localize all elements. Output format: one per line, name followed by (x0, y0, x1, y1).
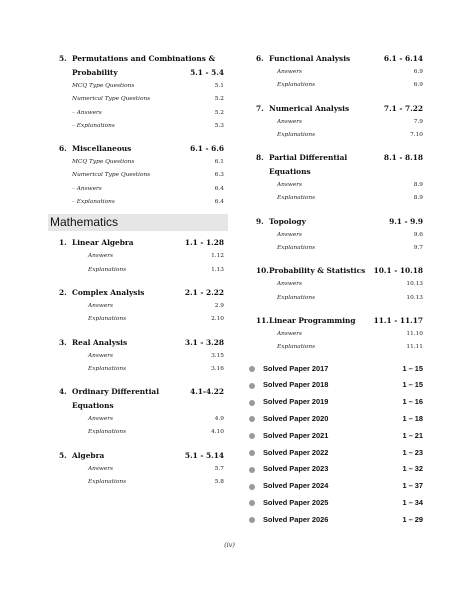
chapter-title: Permutations and Combinations & (72, 54, 216, 63)
toc-subitem (48, 476, 224, 489)
solved-paper-title: Solved Paper 2021 (263, 430, 329, 440)
subitem-label: Answers (277, 231, 303, 238)
subitem-label: Answers (88, 416, 114, 423)
toc-subitem (48, 93, 224, 106)
subitem-page: 5.7 (214, 465, 224, 472)
toc-chapter (245, 102, 423, 116)
toc-subitem (48, 183, 224, 196)
subitem-page: 6.3 (214, 172, 224, 179)
chapter-pages: 8.1 - 8.18 (383, 153, 423, 163)
chapter-number: 8. (256, 153, 264, 163)
chapter-pages: 5.1 - 5.4 (190, 68, 224, 77)
subitem-label: – Answers (72, 109, 102, 116)
toc-subitem (48, 120, 224, 133)
toc-chapter (245, 151, 423, 179)
page-number: (iv) (224, 541, 235, 549)
solved-paper-pages: 1 – 23 (402, 447, 423, 457)
chapter-title: Topology (269, 216, 306, 226)
subitem-label: MCQ Type Questions (72, 83, 135, 89)
subitem-page: 5.1 (214, 83, 224, 89)
solved-paper-pages: 1 – 37 (402, 481, 423, 491)
toc-chapter (48, 385, 224, 413)
subitem-page: 1.12 (211, 253, 224, 260)
chapter-number: 5. (59, 450, 67, 460)
solved-paper-title: Solved Paper 2018 (263, 380, 329, 390)
subitem-page: 5.2 (214, 96, 224, 103)
subitem-label: Explanations (277, 131, 316, 138)
solved-paper-pages: 1 – 34 (402, 497, 423, 507)
subitem-page: 6.4 (214, 185, 224, 192)
chapter-number: 5. (59, 54, 67, 63)
subitem-page: 9.7 (413, 245, 423, 252)
toc-chapter (245, 215, 423, 229)
solved-paper-pages: 1 – 29 (402, 514, 423, 524)
subitem-page: 1.13 (211, 266, 224, 273)
solved-paper-pages: 1 – 15 (402, 363, 423, 373)
subitem-label: Explanations (88, 429, 127, 436)
chapter-title-cont: Probability (72, 68, 118, 77)
subitem-page: 7.10 (410, 131, 423, 138)
toc-subitem (245, 116, 423, 129)
chapter-number: 3. (59, 337, 67, 347)
solved-paper-item (245, 394, 423, 411)
toc-subitem (245, 129, 423, 142)
chapter-title: Probability & Statistics (269, 266, 366, 276)
subitem-label: Explanations (88, 365, 127, 372)
solved-paper-title: Solved Paper 2017 (263, 363, 329, 373)
subitem-label: Answers (277, 69, 303, 75)
subitem-page: 9.6 (413, 231, 423, 238)
subitem-page: 5.3 (214, 122, 224, 129)
subitem-label: Answers (277, 118, 303, 125)
solved-paper-title: Solved Paper 2022 (263, 447, 329, 457)
subitem-label: Answers (88, 302, 114, 309)
bullet-icon (249, 517, 255, 523)
bullet-icon (249, 450, 255, 456)
chapter-title: Numerical Analysis (269, 103, 350, 113)
subitem-label: Explanations (277, 294, 316, 301)
toc-subitem (48, 363, 224, 376)
subitem-label: MCQ Type Questions (72, 159, 135, 166)
subitem-label: Numerical Type Questions (72, 96, 151, 103)
chapter-number: 9. (256, 216, 264, 226)
toc-chapter (245, 264, 423, 278)
bullet-icon (249, 383, 255, 389)
subitem-label: Explanations (88, 316, 127, 323)
subitem-page: 6.1 (214, 159, 224, 166)
subitem-label: – Explanations (72, 122, 115, 129)
solved-paper-title: Solved Paper 2025 (263, 497, 329, 507)
solved-paper-pages: 1 – 32 (402, 464, 423, 474)
subitem-page: 11.10 (406, 330, 423, 337)
subitem-label: – Explanations (72, 199, 115, 206)
chapter-pages: 3.1 - 3.28 (184, 337, 224, 347)
left-column (48, 52, 224, 489)
toc-subitem (48, 300, 224, 313)
subitem-label: Explanations (277, 344, 316, 351)
subitem-page: 11.11 (406, 344, 423, 351)
solved-paper-item (245, 478, 423, 495)
chapter-title: Linear Programming (269, 315, 356, 325)
bullet-icon (249, 400, 255, 406)
chapter-title: Ordinary Differential Equations (72, 387, 160, 411)
toc-subitem (48, 107, 224, 120)
subitem-label: Answers (277, 182, 303, 189)
chapter-pages: 4.1-4.22 (190, 387, 224, 397)
solved-paper-title: Solved Paper 2019 (263, 397, 329, 407)
subitem-label: Answers (88, 253, 114, 260)
subitem-page: 6.4 (214, 199, 224, 206)
chapter-number: 4. (59, 387, 67, 397)
subitem-label: Answers (277, 330, 303, 337)
subitem-page: 5.2 (214, 109, 224, 116)
subitem-label: Answers (88, 352, 114, 359)
toc-subitem (48, 313, 224, 326)
subitem-label: Explanations (88, 266, 127, 273)
subitem-page: 5.8 (214, 479, 224, 486)
toc-subitem (48, 413, 224, 426)
solved-paper-item (245, 361, 423, 378)
toc-subitem (245, 278, 423, 291)
toc-subitem (48, 250, 224, 263)
toc-subitem (245, 341, 423, 354)
subitem-page: 6.9 (413, 69, 423, 75)
subitem-page: 4.9 (214, 416, 224, 423)
subitem-label: Explanations (277, 245, 316, 252)
chapter-title: Algebra (72, 450, 105, 460)
chapter-pages: 11.1 - 11.17 (373, 315, 423, 325)
solved-paper-item (245, 512, 423, 529)
solved-paper-item (245, 411, 423, 428)
solved-paper-pages: 1 – 16 (402, 397, 423, 407)
chapter-number: 11. (256, 315, 269, 325)
solved-paper-title: Solved Paper 2023 (263, 464, 329, 474)
toc-subitem (245, 179, 423, 192)
chapter-title: Complex Analysis (72, 287, 145, 297)
right-column (245, 52, 423, 529)
chapter-number: 6. (59, 144, 67, 154)
toc-subitem (48, 463, 224, 476)
subitem-page: 3.16 (211, 365, 224, 372)
subitem-page: 8.9 (413, 182, 423, 189)
solved-paper-item (245, 377, 423, 394)
subitem-label: – Answers (72, 185, 102, 192)
subitem-label: Answers (277, 281, 303, 288)
subitem-label: Explanations (277, 82, 316, 89)
chapter-pages: 2.1 - 2.22 (184, 287, 224, 297)
toc-chapter (48, 449, 224, 463)
toc-chapter (245, 52, 423, 66)
solved-paper-item (245, 445, 423, 462)
subitem-label: Explanations (88, 479, 127, 486)
toc-subitem (245, 192, 423, 205)
solved-paper-item (245, 495, 423, 512)
toc-subitem (48, 264, 224, 277)
solved-paper-item (245, 461, 423, 478)
toc-subitem (48, 156, 224, 169)
toc-chapter (48, 336, 224, 350)
toc-subitem (245, 292, 423, 305)
toc-subitem (48, 80, 224, 93)
chapter-number: 1. (59, 238, 67, 248)
subitem-page: 7.9 (413, 118, 423, 125)
toc-chapter (48, 142, 224, 156)
bullet-icon (249, 416, 255, 422)
bullet-icon (249, 366, 255, 372)
chapter-title: Miscellaneous (72, 144, 132, 154)
subitem-page: 10.13 (406, 294, 423, 301)
bullet-icon (249, 500, 255, 506)
chapter-title: Linear Algebra (72, 238, 134, 248)
subitem-page: 4.10 (211, 429, 224, 436)
chapter-pages: 6.1 - 6.14 (383, 54, 423, 63)
chapter-number: 7. (256, 103, 264, 113)
chapter-title: Partial Differential Equations (269, 153, 348, 177)
toc-subitem (245, 79, 423, 92)
subitem-page: 3.15 (211, 352, 224, 359)
chapter-pages: 10.1 - 10.18 (373, 266, 423, 276)
chapter-pages: 5.1 - 5.14 (184, 450, 224, 460)
subitem-label: Explanations (277, 195, 316, 202)
toc-subitem (48, 169, 224, 182)
subitem-label: Numerical Type Questions (72, 172, 151, 179)
section-heading: Mathematics (48, 214, 228, 231)
subitem-page: 10.13 (406, 281, 423, 288)
toc-chapter (48, 236, 224, 250)
toc-subitem (48, 350, 224, 363)
chapter-pages: 7.1 - 7.22 (383, 103, 423, 113)
bullet-icon (249, 467, 255, 473)
solved-paper-title: Solved Paper 2020 (263, 413, 329, 423)
chapter-number: 2. (59, 287, 67, 297)
toc-subitem (245, 328, 423, 341)
chapter-pages: 6.1 - 6.6 (190, 144, 224, 154)
chapter-title: Functional Analysis (269, 54, 351, 63)
solved-paper-title: Solved Paper 2026 (263, 514, 329, 524)
chapter-pages: 9.1 - 9.9 (389, 216, 423, 226)
bullet-icon (249, 433, 255, 439)
toc-subitem (48, 196, 224, 209)
chapter-number: 10. (256, 266, 269, 276)
bullet-icon (249, 484, 255, 490)
subitem-page: 2.10 (211, 316, 224, 323)
toc-subitem (245, 66, 423, 79)
solved-paper-pages: 1 – 15 (402, 380, 423, 390)
solved-paper-item (245, 428, 423, 445)
toc-chapter (48, 286, 224, 300)
subitem-page: 6.9 (413, 82, 423, 89)
toc-subitem (245, 229, 423, 242)
solved-paper-pages: 1 – 18 (402, 413, 423, 423)
toc-subitem (245, 242, 423, 255)
solved-paper-pages: 1 – 21 (402, 430, 423, 440)
subitem-page: 8.9 (413, 195, 423, 202)
chapter-number: 6. (256, 54, 264, 63)
toc-chapter-cont (48, 66, 224, 80)
subitem-label: Answers (88, 465, 114, 472)
toc-chapter (48, 52, 224, 66)
subitem-page: 2.9 (214, 302, 224, 309)
chapter-pages: 1.1 - 1.28 (184, 238, 224, 248)
chapter-title: Real Analysis (72, 337, 128, 347)
toc-subitem (48, 426, 224, 439)
toc-chapter (245, 314, 423, 328)
solved-paper-title: Solved Paper 2024 (263, 481, 329, 491)
